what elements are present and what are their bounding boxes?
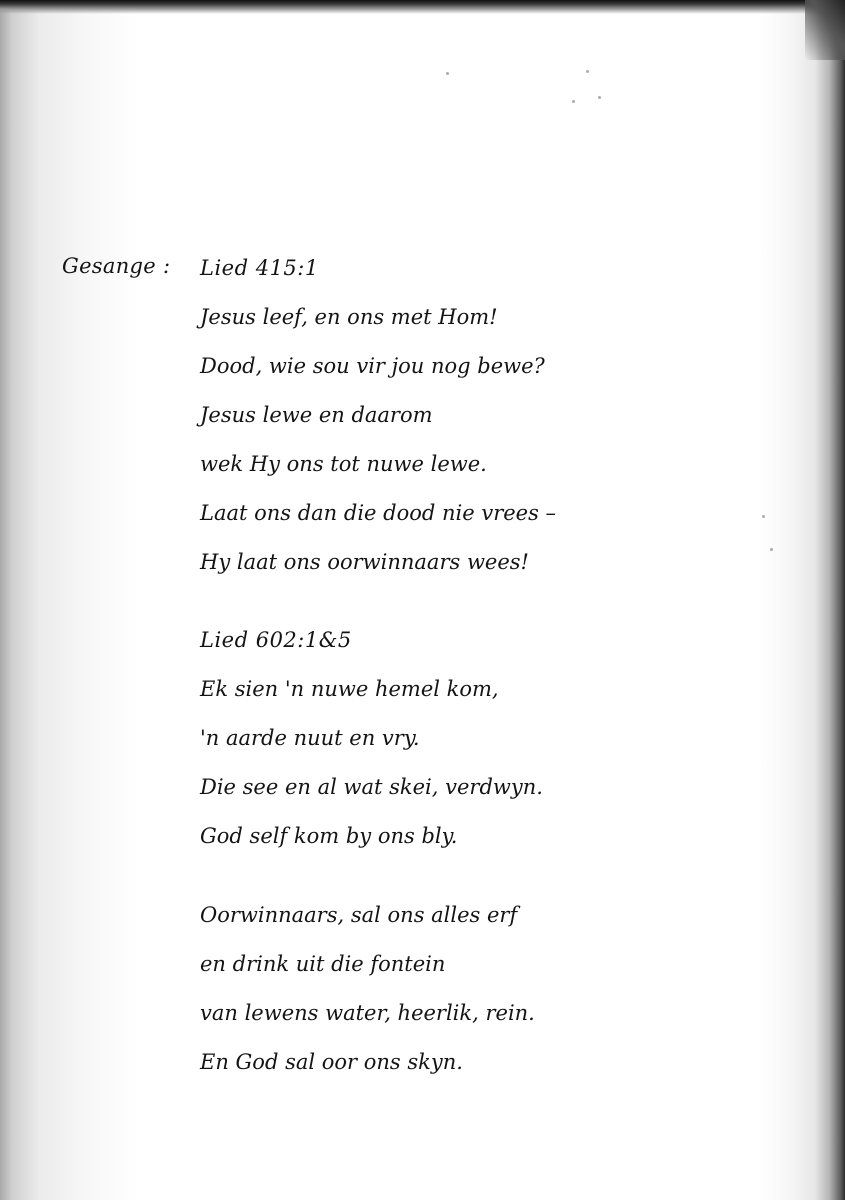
hymn-line: van lewens water, heerlik, rein. — [200, 1001, 535, 1025]
hymn-line: en drink uit die fontein — [200, 952, 446, 976]
scan-speck — [762, 515, 765, 518]
hymn-line: 'n aarde nuut en vry. — [200, 726, 420, 750]
hymn-block — [200, 623, 543, 868]
hymn-line: Laat ons dan die dood nie vrees – — [200, 501, 557, 525]
page-corner-shadow — [805, 0, 845, 60]
hymn-line: Die see en al wat skei, verdwyn. — [200, 775, 543, 799]
hymn-verse-block — [200, 898, 535, 1094]
hymn-line: God self kom by ons bly. — [200, 824, 458, 848]
scan-speck — [598, 96, 601, 99]
scan-speck — [446, 72, 449, 75]
hymn-line: Hy laat ons oorwinnaars wees! — [200, 550, 529, 574]
hymn-title: Lied 602:1&5 — [200, 628, 352, 652]
scan-speck — [770, 548, 773, 551]
hymn-line: Jesus lewe en daarom — [200, 403, 433, 427]
hymn-block — [200, 251, 556, 594]
hymn-line: Dood, wie sou vir jou nog bewe? — [200, 354, 545, 378]
hymn-line: En God sal oor ons skyn. — [200, 1050, 463, 1074]
scan-speck — [572, 100, 575, 103]
hymn-line: Ek sien 'n nuwe hemel kom, — [200, 677, 499, 701]
hymn-line: Jesus leef, en ons met Hom! — [200, 305, 498, 329]
hymn-line: wek Hy ons tot nuwe lewe. — [200, 452, 487, 476]
page-top-edge-shadow — [0, 0, 845, 14]
hymn-line: Oorwinnaars, sal ons alles erf — [200, 903, 518, 927]
page-right-edge-shadow — [815, 0, 845, 1200]
hymn-title: Lied 415:1 — [200, 256, 319, 280]
section-label: Gesange : — [62, 254, 171, 278]
scan-speck — [586, 70, 589, 73]
